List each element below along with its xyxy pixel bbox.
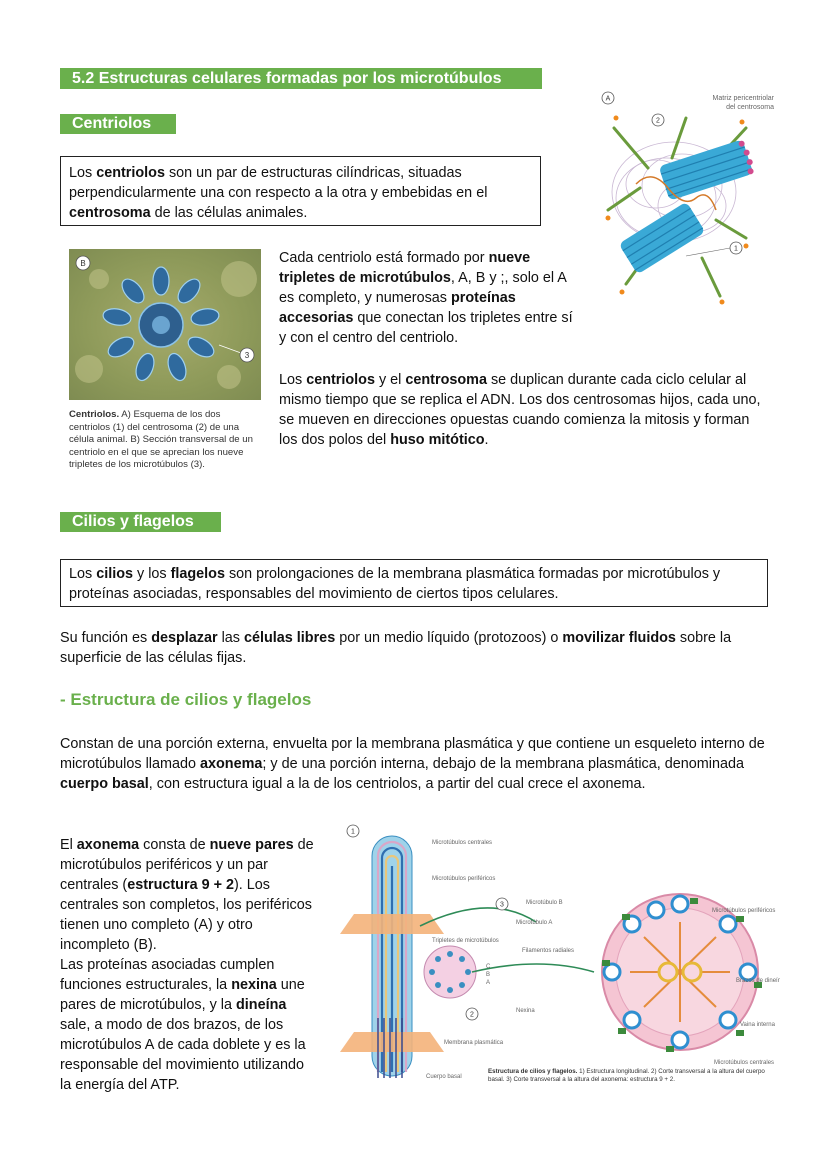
term-centrosoma: centrosoma [405,372,487,388]
label-microtubulos-perifericos: Microtúbulos periféricos [432,876,496,882]
label-vaina: Vaina interna [740,1022,775,1028]
term-estructura-9-2: estructura 9 + 2 [127,877,234,893]
text: . [484,432,489,448]
term-huso-mitotico: huso mitótico [390,432,485,448]
cilia-caption-title: Estructura de cilios y flagelos. [488,1068,578,1075]
term-cilios: cilios [96,566,133,582]
text: son prolongaciones de la membrana plasmática formadas por microtúbulos y proteínas asociadas, responsables del movimiento de ciertos tipos celulares. [69,566,721,602]
text: El [60,837,77,853]
centriolos-caption [69,409,263,472]
cilia-caption-text: 1) Estructura longitudinal. 2) Corte transversal a la altura del cuerpo basal. 3) Corte transversal a la altura del axonema: estructura 9 + 2. [488,1068,765,1083]
text: Los [69,566,97,582]
text: sobre la superficie de las células fijas. [60,630,732,666]
cilia-structure-figure [340,822,780,1092]
label-a-letter: A [486,980,491,986]
text: y el [374,372,406,388]
term-centriolos: centriolos [306,372,375,388]
text: Su función es [60,630,152,646]
section-title: 5.2 Estructuras celulares formadas por los microtúbulos [60,68,542,89]
label-brazos: Brazos de dineína [736,978,780,984]
text: se duplican durante cada ciclo celular al mismo tiempo que se replica el ADN. Los dos centrosomas hijos, cada uno, se mueven en direcciones opuestas cuando comienza la mitosis y forman los dos polos del [279,372,761,448]
label-nexina: Nexina [516,1008,535,1014]
centrioles-figure [596,88,776,310]
text: Constan de una porción externa, envuelta por la membrana plasmática y que contiene un esqueleto interno de microtúbulos llamado [60,736,765,772]
figure-number-3: 3 [500,901,504,909]
centriolos-paragraph-1 [279,248,579,348]
text: y los [133,566,171,582]
label-microtubulo-a: Microtúbulo A [516,920,553,926]
text: de las células animales. [150,205,308,221]
figure-number-1: 1 [351,828,355,836]
term-centriolos: centriolos [96,165,165,181]
text: ; y de una porción interna, debajo de la membrana plasmática, denominada [262,756,744,772]
text: , A, B y ;, solo el A es completo, y numerosas [279,270,567,306]
cilios-definition-box [60,559,768,607]
cilios-funcion [60,628,766,668]
term-centrosoma: centrosoma [69,205,151,221]
text: Los [279,372,307,388]
caption-text: A) Esquema de los dos centriolos (1) del centrosoma (2) de una célula animal. B) Sección transversal de un centriolo en el que se aprecian los nueve tripletes de los microtúbulos (3). [69,409,253,470]
centriole-section-image [69,249,261,400]
label-microtubulos-centrales: Microtúbulos centrales [432,840,493,846]
centriolos-paragraph-2 [279,370,765,450]
label-microtubulos-perifericos-r: Microtúbulos periféricos [712,908,776,914]
label-a: A [605,95,611,103]
term-cuerpo-basal: cuerpo basal [60,776,149,792]
centriolos-definition-box [60,156,541,226]
term-proteinas: proteínas accesorias [279,290,516,326]
label-b: B [80,259,86,268]
text: une pares de microtúbulos, y la [60,977,305,1013]
label-filamentos: Filamentos radiales [522,948,575,954]
term-desplazar: desplazar [151,630,218,646]
text: son un par de estructuras cilíndricas, situadas perpendicularmente una con respecto a la otra y embebidas en el [69,165,488,201]
term-movilizar-fluidos: movilizar fluidos [562,630,676,646]
text: por un medio líquido (protozoos) o [335,630,563,646]
text: que conectan los tripletes entre sí y con el centro del centriolo. [279,310,573,346]
label-microtubulos-centrales-r: Microtúbulos centrales [714,1060,775,1066]
estructura-subtitle: - Estructura de cilios y flagelos [60,690,312,709]
term-dineina: dineína [235,997,287,1013]
label-membrana: Membrana plasmática [444,1040,504,1046]
label-b-letter: B [486,972,491,978]
text: Cada centriolo está formado por [279,250,489,266]
matrix-label: Matriz pericentriolar del centrosoma [712,95,774,111]
term-axonema: axonema [199,756,263,772]
centriolos-header: Centriolos [60,114,176,134]
text: las [217,630,244,646]
term-flagelos: flagelos [170,566,225,582]
cilios-header: Cilios y flagelos [60,512,221,532]
figure-number-2: 2 [470,1011,474,1019]
term-nueve-pares: nueve pares [209,837,294,853]
label-3: 3 [244,351,250,360]
caption-title: Centriolos. [69,409,120,420]
text: sale, a modo de dos brazos, de los microtúbulos A de cada doblete y es la responsable del movimiento utilizando la energía del ATP. [60,1017,306,1093]
label-tripletes: Tripletes de microtúbulos [432,938,499,944]
label-c: C [486,964,491,970]
estructura-paragraph [60,734,768,794]
label-microtubulo-b: Microtúbulo B [526,900,563,906]
text: consta de [139,837,210,853]
text: de microtúbulos periféricos y un par centrales ( [60,837,314,893]
text: ). Los centrales son completos, los periféricos tienen uno completo (A) y otro incompleto (B). [60,877,312,953]
label-2: 2 [656,117,660,125]
label-cuerpo-basal: Cuerpo basal [426,1074,462,1080]
text: , con estructura igual a la de los centriolos, a partir del cual crece el axonema. [148,776,646,792]
term-tripletes: nueve tripletes de microtúbulos [279,250,531,286]
term-axonema: axonema [76,837,140,853]
axonema-paragraph [60,835,314,1095]
term-celulas-libres: células libres [244,630,336,646]
text: Las proteínas asociadas cumplen funciones estructurales, la [60,957,275,993]
term-nexina: nexina [231,977,277,993]
text: Los [69,165,97,181]
label-1: 1 [734,245,738,253]
cilia-figure-caption [488,1068,778,1084]
